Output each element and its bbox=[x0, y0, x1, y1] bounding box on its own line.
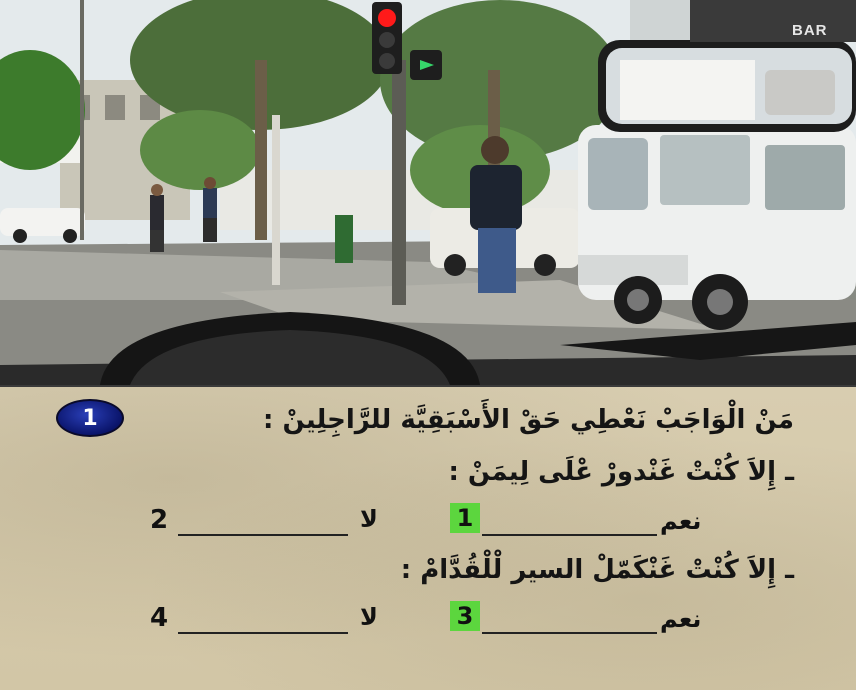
question-number-badge bbox=[56, 399, 124, 437]
answer-line bbox=[178, 632, 348, 634]
question-panel bbox=[0, 385, 856, 690]
answer-no-label[interactable]: لا bbox=[360, 603, 378, 631]
answer-line bbox=[482, 632, 657, 634]
answer-row-2 bbox=[0, 602, 856, 641]
answer-yes-number-correct[interactable]: 1 bbox=[450, 503, 480, 533]
question-number: 1 bbox=[82, 405, 98, 431]
answer-yes-number-correct[interactable]: 3 bbox=[450, 601, 480, 631]
answer-line bbox=[178, 534, 348, 536]
answer-yes-label[interactable]: نعم bbox=[660, 605, 702, 633]
condition-2-text: ـ إِلاَ كُنْتْ غَنْكَمّلْ السير لْلْقُدَّامْ : bbox=[400, 555, 794, 585]
answer-row-1 bbox=[0, 504, 856, 543]
answer-yes-label[interactable]: نعم bbox=[660, 507, 702, 535]
answer-no-number[interactable]: 2 bbox=[150, 505, 169, 535]
answer-no-label[interactable]: لا bbox=[360, 505, 378, 533]
mirror-sign: BAR bbox=[792, 22, 828, 39]
answer-no-number[interactable]: 4 bbox=[150, 603, 169, 633]
question-text: مَنْ الْوَاجَبْ نَعْطِي حَقْ الأَسْبَقِيَّة للرَّاجِلِينْ : bbox=[263, 405, 794, 435]
answer-line bbox=[482, 534, 657, 536]
condition-1-text: ـ إِلاَ كُنْتْ غَنْدورْ عْلَى لِيمَنْ : bbox=[448, 457, 794, 487]
